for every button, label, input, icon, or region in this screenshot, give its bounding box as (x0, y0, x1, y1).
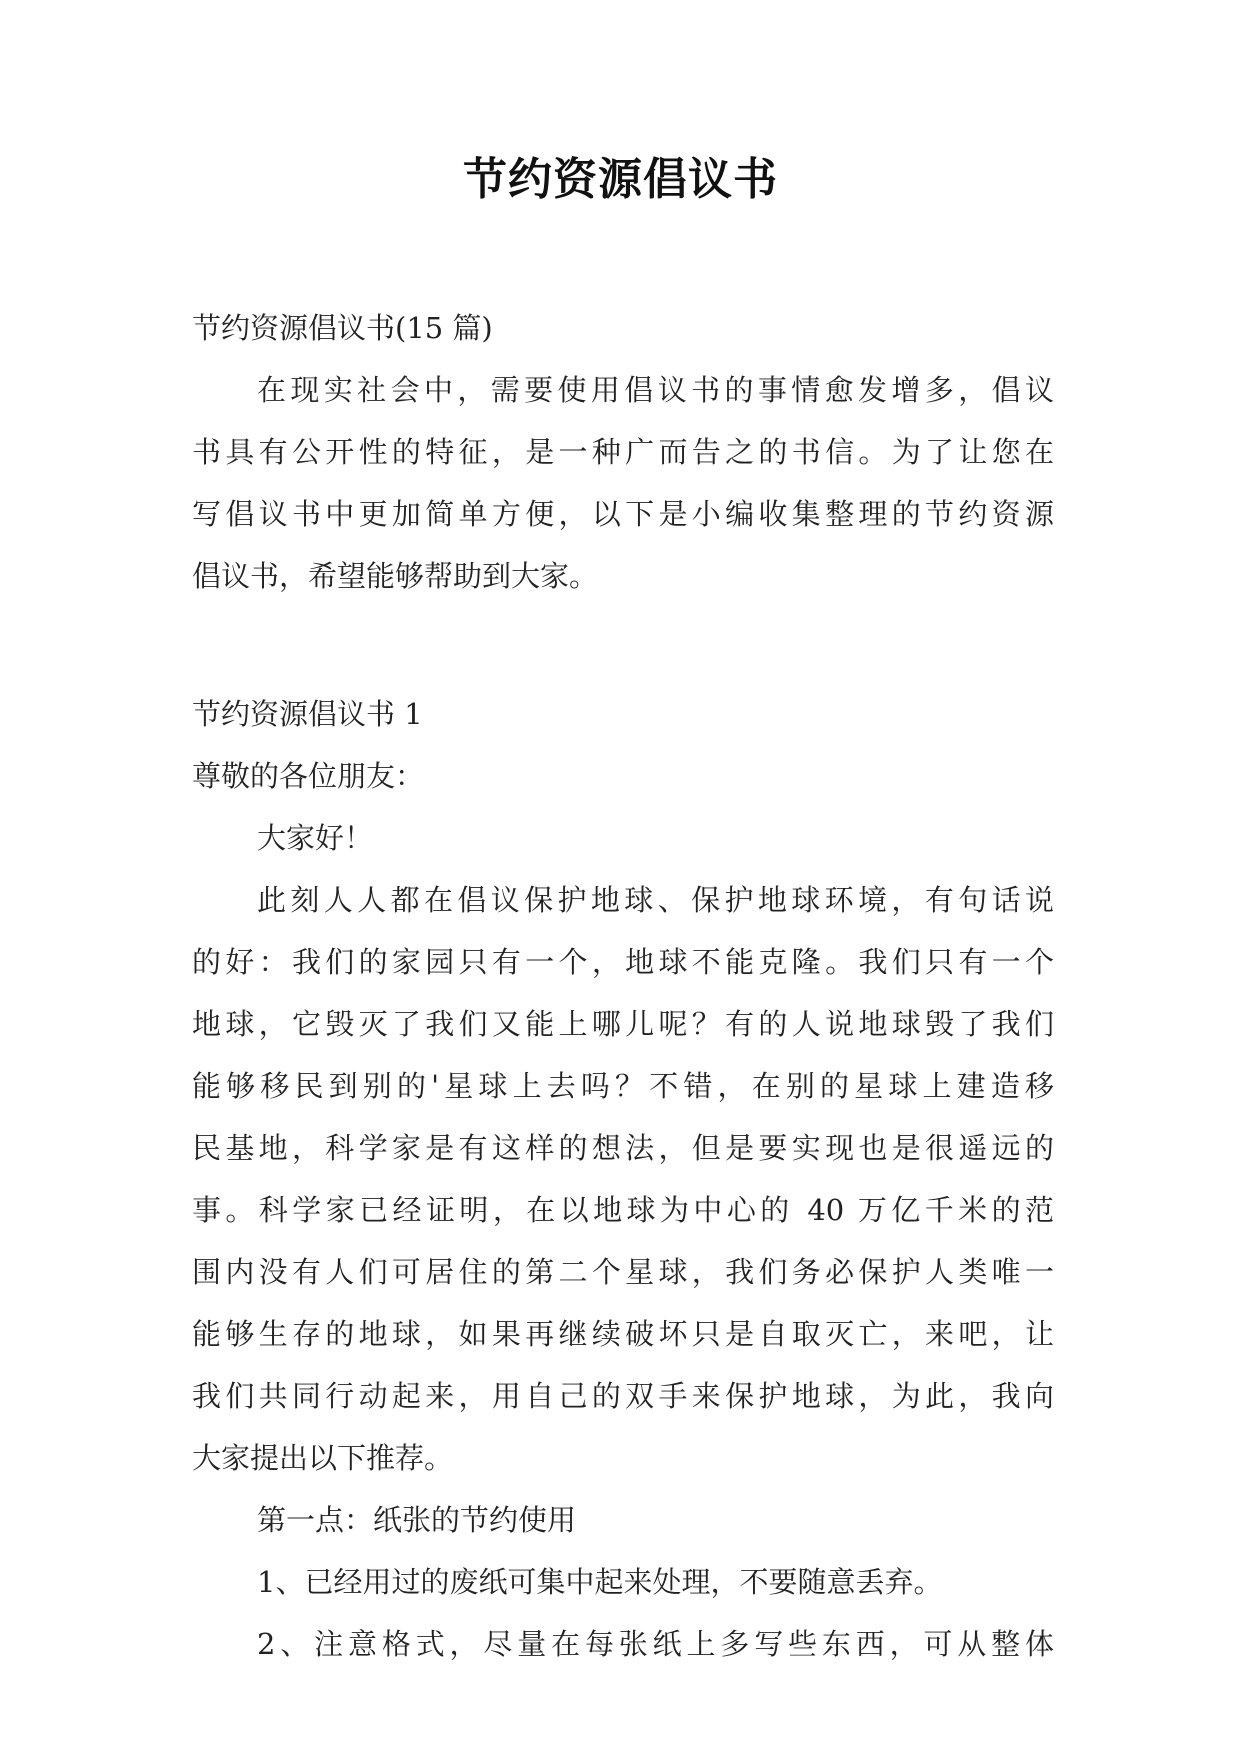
paragraph-line: 地球，它毁灭了我们又能上哪儿呢？有的人说地球毁了我们 (192, 1007, 1054, 1041)
main-paragraph (192, 869, 1054, 1489)
paragraph-line: 的好：我们的家园只有一个，地球不能克隆。我们只有一个 (192, 945, 1054, 979)
paragraph-line: 能够移民到别的'星球上去吗？不错，在别的星球上建造移 (192, 1069, 1054, 1103)
paragraph-line: 此刻人人都在倡议保护地球、保护地球环境，有句话说 (257, 883, 1054, 917)
greeting: 大家好！ (257, 821, 374, 855)
paragraph-line: 我们共同行动起来，用自己的双手来保护地球，为此，我向 (192, 1379, 1054, 1413)
intro-line: 书具有公开性的特征，是一种广而告之的书信。为了让您在 (192, 435, 1054, 469)
paragraph-line: 能够生存的地球，如果再继续破坏只是自取灭亡，来吧，让 (192, 1317, 1054, 1351)
intro-line: 在现实社会中，需要使用倡议书的事情愈发增多，倡议 (257, 373, 1054, 407)
paragraph-line: 围内没有人们可居住的第二个星球，我们务必保护人类唯一 (192, 1255, 1054, 1289)
intro-line: 写倡议书中更加简单方便，以下是小编收集整理的节约资源 (192, 497, 1054, 531)
paragraph-line: 大家提出以下推荐。 (192, 1441, 454, 1475)
paragraph-line: 民基地，科学家是有这样的想法，但是要实现也是很遥远的 (192, 1131, 1054, 1165)
salutation: 尊敬的各位朋友： (192, 759, 425, 793)
section-heading: 节约资源倡议书 1 (192, 697, 423, 731)
document-title: 节约资源倡议书 (463, 154, 778, 205)
list-item: 2、注意格式，尽量在每张纸上多写些东西，可从整体 (257, 1627, 1054, 1661)
point-heading: 第一点：纸张的节约使用 (257, 1503, 577, 1537)
paragraph-line: 事。科学家已经证明，在以地球为中心的 40 万亿千米的范 (192, 1193, 1054, 1227)
intro-paragraph (192, 359, 1054, 607)
intro-line: 倡议书，希望能够帮助到大家。 (192, 559, 599, 593)
list-item: 1、已经用过的废纸可集中起来处理，不要随意丢弃。 (257, 1565, 943, 1599)
paragraph-gap (192, 607, 1054, 683)
document-body (192, 297, 1054, 1675)
document-subtitle: 节约资源倡议书(15 篇) (192, 311, 493, 345)
